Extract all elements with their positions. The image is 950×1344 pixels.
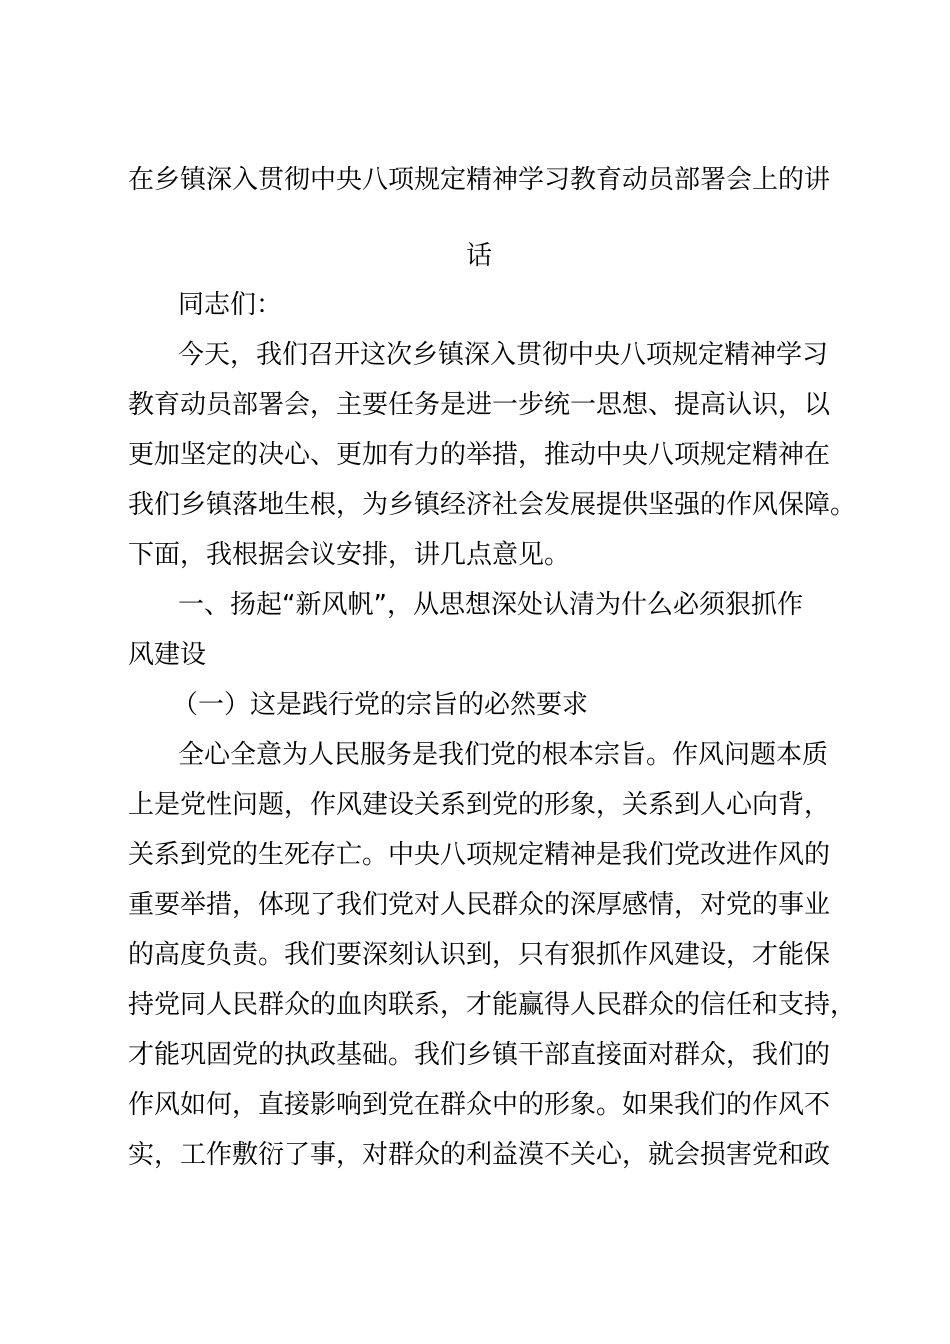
subsection-heading: （一）这是践行党的宗旨的必然要求 xyxy=(172,690,589,720)
paragraph-line: 我们乡镇落地生根，为乡镇经济社会发展提供坚强的作风保障。 xyxy=(128,490,857,520)
paragraph-line: 关系到党的生死存亡。中央八项规定精神是我们党改进作风的 xyxy=(128,840,831,870)
document-title-line-2: 话 xyxy=(465,241,492,271)
paragraph-line: 实，工作敷衍了事，对群众的利益漠不关心，就会损害党和政 xyxy=(128,1140,831,1170)
paragraph-line: 更加坚定的决心、更加有力的举措，推动中央八项规定精神在 xyxy=(128,440,831,470)
section-heading-line: 风建设 xyxy=(128,640,207,670)
paragraph-line: 的高度负责。我们要深刻认识到，只有狠抓作风建设，才能保 xyxy=(128,940,831,970)
paragraph-line: 作风如何，直接影响到党在群众中的形象。如果我们的作风不 xyxy=(128,1090,831,1120)
paragraph-line: 持党同人民群众的血肉联系，才能赢得人民群众的信任和支持， xyxy=(128,990,857,1020)
salutation: 同志们： xyxy=(178,290,283,320)
paragraph-line: 重要举措，体现了我们党对人民群众的深厚感情，对党的事业 xyxy=(128,890,831,920)
paragraph-line: 今天，我们召开这次乡镇深入贯彻中央八项规定精神学习 xyxy=(178,340,829,370)
section-heading-line: 一、扬起“新风帆”，从思想深处认清为什么必须狠抓作 xyxy=(178,590,803,620)
paragraph-line: 下面，我根据会议安排，讲几点意见。 xyxy=(128,540,571,570)
document-title-line-1: 在乡镇深入贯彻中央八项规定精神学习教育动员部署会上的讲 xyxy=(128,165,831,195)
paragraph-line: 教育动员部署会，主要任务是进一步统一思想、提高认识，以 xyxy=(128,390,831,420)
paragraph-line: 才能巩固党的执政基础。我们乡镇干部直接面对群众，我们的 xyxy=(128,1040,831,1070)
paragraph-line: 上是党性问题，作风建设关系到党的形象，关系到人心向背， xyxy=(128,790,831,820)
paragraph-line: 全心全意为人民服务是我们党的根本宗旨。作风问题本质 xyxy=(178,740,829,770)
